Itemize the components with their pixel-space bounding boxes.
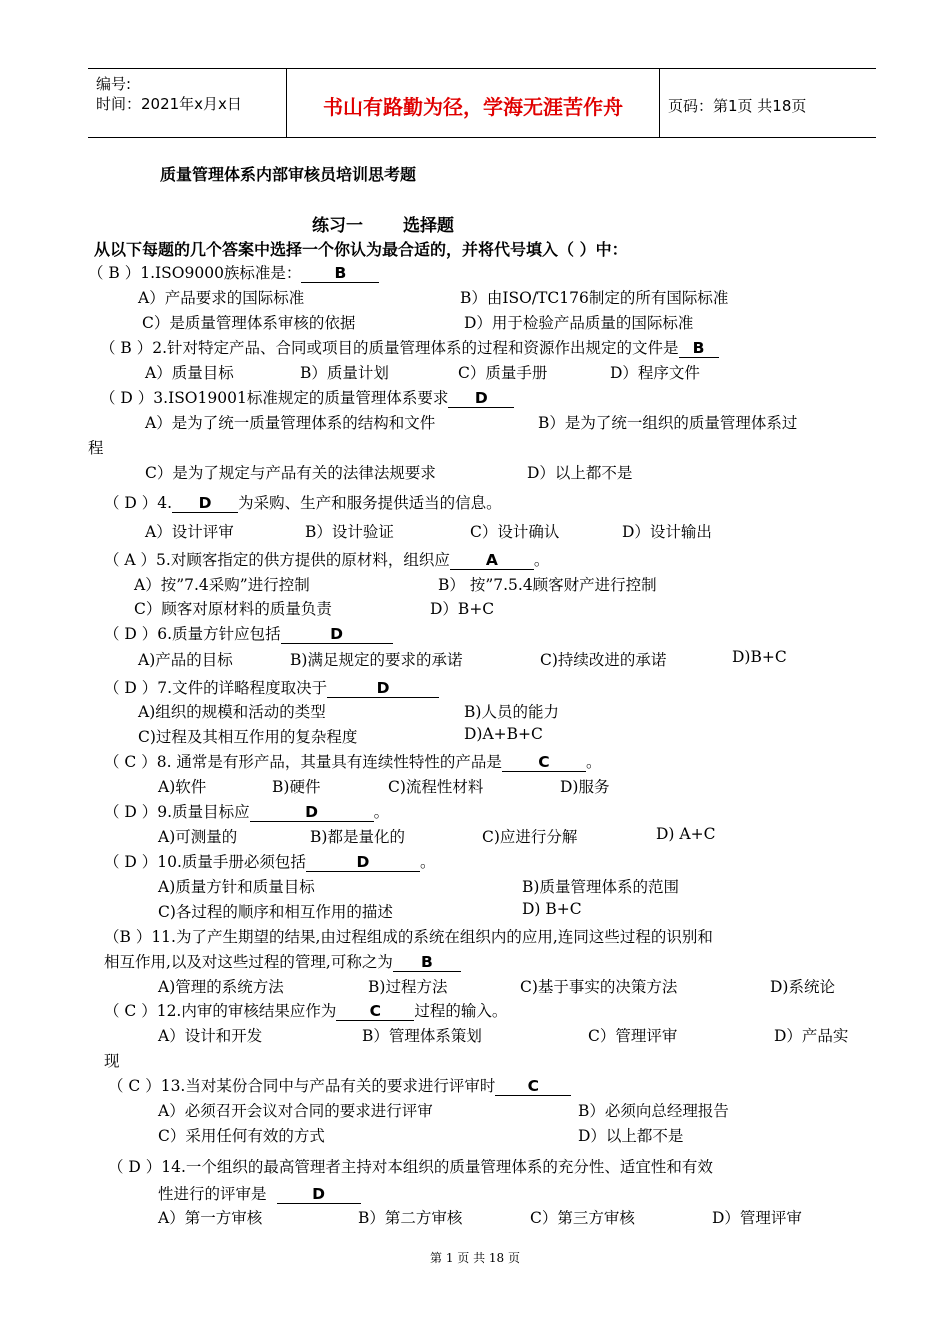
option: C)各过程的顺序和相互作用的描述: [158, 903, 393, 921]
option: C）顾客对原材料的质量负责: [134, 600, 332, 618]
option: B)都是量化的: [310, 828, 405, 846]
question-stem: （ B ）1.ISO9000族标准是： B: [88, 261, 379, 283]
header-meta-cell: [88, 69, 287, 137]
option: A）是为了统一质量管理体系的结构和文件: [145, 414, 436, 432]
option: B)过程方法: [368, 978, 448, 996]
header-page-cell: [660, 69, 876, 137]
answer-blank: D: [277, 1186, 361, 1204]
answer-blank: D: [306, 854, 420, 872]
answer-blank: C: [336, 1003, 414, 1021]
option: D）以上都不是: [527, 464, 633, 482]
document-title: 质量管理体系内部审核员培训思考题: [160, 165, 417, 184]
option: D）用于检验产品质量的国际标准: [464, 314, 694, 332]
option: A）产品要求的国际标准: [138, 289, 305, 307]
page-footer: 第 1 页 共 18 页: [430, 1251, 520, 1265]
motto: 书山有路勤为径，学海无涯苦作舟: [323, 95, 623, 119]
option: B）是为了统一组织的质量管理体系过: [538, 414, 798, 432]
option: A）设计评审: [145, 523, 234, 541]
question-stem-continuation: 性进行的评审是 D: [158, 1182, 361, 1204]
answer-blank: C: [495, 1078, 571, 1096]
question-stem: （ A ）5.对顾客指定的供方提供的原材料，组织应 A 。: [104, 551, 550, 569]
time-label: 时间：2021年x月x日: [96, 95, 242, 113]
question-stem: （ C ）12.内审的审核结果应作为 C 过程的输入。: [104, 1002, 508, 1020]
option: B）设计验证: [305, 523, 394, 541]
option: D）设计输出: [622, 523, 712, 541]
answer-blank: B: [393, 954, 461, 972]
option: B)人员的能力: [464, 703, 559, 721]
answer-blank: D: [250, 804, 374, 822]
answer-blank: D: [281, 626, 393, 644]
option: B）由ISO/TC176制定的所有国际标准: [460, 289, 729, 307]
option: D) A+C: [656, 825, 716, 843]
option: D）产品实: [774, 1027, 849, 1045]
option: C）第三方审核: [530, 1209, 635, 1227]
option: A)组织的规模和活动的类型: [138, 703, 326, 721]
question-stem: （B ）11.为了产生期望的结果,由过程组成的系统在组织内的应用,连同这些过程的识别和: [104, 928, 713, 946]
option: B）必须向总经理报告: [578, 1102, 729, 1120]
option: C）设计确认: [470, 523, 560, 541]
option: C)基于事实的决策方法: [520, 978, 678, 996]
question-stem: （ D ）7.文件的详略程度取决于 D: [104, 676, 439, 698]
option: D)A+B+C: [464, 725, 543, 743]
option: C）质量手册: [458, 364, 548, 382]
option: B）第二方审核: [358, 1209, 463, 1227]
answer-blank: C: [502, 754, 586, 772]
option: D）B+C: [430, 600, 495, 618]
option: A)可测量的: [158, 828, 238, 846]
option: B）管理体系策划: [362, 1027, 482, 1045]
answer-blank: D: [448, 390, 514, 408]
section-title-b: 选择题: [403, 216, 454, 236]
answer-blank: A: [450, 552, 534, 570]
option-continuation: 现: [104, 1052, 120, 1070]
option: A）质量目标: [145, 364, 234, 382]
question-stem: （ D ）10.质量手册必须包括 D 。: [104, 853, 436, 871]
option: B)满足规定的要求的承诺: [290, 651, 463, 669]
option: A)软件: [158, 778, 207, 796]
option: D)系统论: [770, 978, 835, 996]
option: D) B+C: [522, 900, 582, 918]
answer-blank: B: [301, 265, 379, 283]
option: D）以上都不是: [578, 1127, 684, 1145]
page-label: 页码：第1页 共18页: [668, 97, 807, 115]
option: C）管理评审: [588, 1027, 678, 1045]
option-continuation: 程: [88, 439, 104, 457]
option: A)产品的目标: [138, 651, 233, 669]
option: D)B+C: [732, 648, 787, 666]
question-stem: （ D ）3.ISO19001标准规定的质量管理体系要求 D: [100, 386, 514, 408]
question-stem-continuation: 相互作用,以及对这些过程的管理,可称之为 B: [104, 950, 461, 972]
option: A)质量方针和质量目标: [158, 878, 315, 896]
answer-blank: B: [679, 340, 719, 358]
answer-blank: D: [172, 495, 238, 513]
option: C)持续改进的承诺: [540, 651, 667, 669]
option: C）是质量管理体系审核的依据: [142, 314, 356, 332]
instruction: 从以下每题的几个答案中选择一个你认为最合适的，并将代号填入（ ）中：: [94, 240, 628, 259]
option: C)过程及其相互作用的复杂程度: [138, 728, 358, 746]
option: A）按”7.4采购”进行控制: [134, 576, 310, 594]
option: C)流程性材料: [388, 778, 484, 796]
option: C）是为了规定与产品有关的法律法规要求: [145, 464, 436, 482]
header-motto-cell: [287, 69, 660, 137]
question-stem: （ D ）9.质量目标应 D 。: [104, 803, 390, 821]
number-label: 编号:: [96, 75, 132, 93]
option: A）设计和开发: [158, 1027, 263, 1045]
option: A)管理的系统方法: [158, 978, 284, 996]
page-header: [88, 68, 876, 138]
option: C）采用任何有效的方式: [158, 1127, 325, 1145]
option: B)硬件: [272, 778, 321, 796]
option: C)应进行分解: [482, 828, 578, 846]
option: B)质量管理体系的范围: [522, 878, 679, 896]
question-stem: （ D ）6.质量方针应包括 D: [104, 622, 393, 644]
option: D)服务: [560, 778, 610, 796]
option: D）管理评审: [712, 1209, 802, 1227]
option: A）必须召开会议对合同的要求进行评审: [158, 1102, 433, 1120]
question-stem: （ C ）8. 通常是有形产品，其量具有连续性特性的产品是 C 。: [104, 753, 602, 771]
option: B）质量计划: [300, 364, 389, 382]
section-title-a: 练习一: [312, 216, 363, 236]
answer-blank: D: [327, 680, 439, 698]
section-title: [312, 211, 454, 236]
question-stem: （ D ）4. D 为采购、生产和服务提供适当的信息。: [104, 494, 502, 512]
option: B） 按”7.5.4顾客财产进行控制: [438, 576, 657, 594]
option: A）第一方审核: [158, 1209, 263, 1227]
question-stem: （ B ）2.针对特定产品、合同或项目的质量管理体系的过程和资源作出规定的文件是 B: [100, 336, 719, 358]
option: D）程序文件: [610, 364, 700, 382]
question-stem: （ C ）13.当对某份合同中与产品有关的要求进行评审时 C: [108, 1074, 571, 1096]
question-stem: （ D ）14.一个组织的最高管理者主持对本组织的质量管理体系的充分性、适宜性和有效: [108, 1158, 713, 1176]
